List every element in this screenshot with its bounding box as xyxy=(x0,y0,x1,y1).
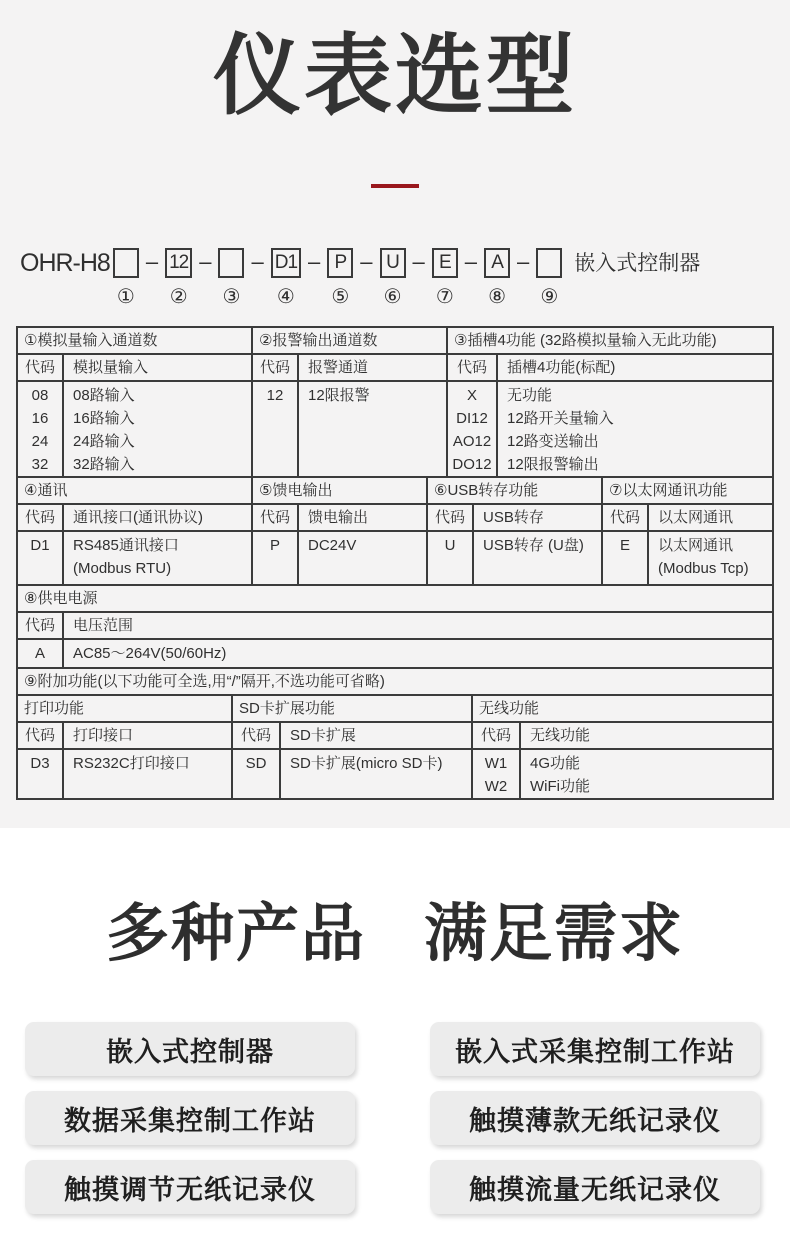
products-section xyxy=(0,828,790,1214)
desc-cell: DC24V xyxy=(308,537,357,554)
dash-separator: – xyxy=(145,249,159,274)
section-header xyxy=(473,723,772,750)
code-cell: 12 xyxy=(266,387,284,404)
desc-cell: 32路输入 xyxy=(73,456,135,473)
code-header: 代码 xyxy=(18,613,64,638)
products-heading-right: 满足需求 xyxy=(424,899,684,969)
code-box-5: P xyxy=(327,248,353,278)
code-cell: D3 xyxy=(30,755,50,772)
code-header: 代码 xyxy=(448,355,498,380)
product-button-embedded-acquisition-workstation[interactable]: 嵌入式采集控制工作站 xyxy=(430,1022,760,1076)
code-column xyxy=(18,640,64,667)
code-column xyxy=(428,532,474,584)
code-column xyxy=(18,532,64,584)
segment-number-3: ③ xyxy=(222,286,241,308)
code-cell: X xyxy=(466,387,477,404)
section-body xyxy=(448,382,772,476)
code-column xyxy=(253,382,299,476)
desc-cell: 12限报警输出 xyxy=(507,456,599,473)
code-cell: E xyxy=(619,537,630,554)
product-button-touch-flow-paperless-recorder[interactable]: 触摸流量无纸记录仪 xyxy=(430,1160,760,1214)
segment-number-2: ② xyxy=(169,286,188,308)
section-title: ③插槽4功能 (32路模拟量输入无此功能) xyxy=(448,328,772,355)
section-header xyxy=(253,355,446,382)
desc-column xyxy=(281,750,471,798)
table-band-2 xyxy=(18,476,772,584)
section-ethernet xyxy=(601,478,772,584)
segment-number-9: ⑨ xyxy=(540,286,559,308)
desc-cell: 以太网通讯 xyxy=(658,537,734,554)
desc-column xyxy=(498,382,772,476)
code-cell: W1 xyxy=(484,755,508,772)
desc-cell: 4G功能 xyxy=(530,755,581,772)
section-print-function xyxy=(18,696,231,798)
code-cell: 08 xyxy=(31,387,49,404)
code-header: 代码 xyxy=(18,505,64,530)
table-band-4 xyxy=(18,694,772,798)
code-box-3 xyxy=(218,248,244,278)
code-column xyxy=(253,532,299,584)
table-band-3 xyxy=(18,584,772,667)
code-header: 代码 xyxy=(473,723,521,748)
code-box-1 xyxy=(113,248,139,278)
desc-cell: (Modbus Tcp) xyxy=(658,560,749,577)
desc-header: 电压范围 xyxy=(73,617,134,634)
desc-cell: SD卡扩展(micro SD卡) xyxy=(290,755,443,772)
desc-column xyxy=(474,532,601,584)
desc-cell: RS232C打印接口 xyxy=(73,755,190,772)
products-heading-left: 多种产品 xyxy=(106,899,366,969)
segment-number-8: ⑧ xyxy=(488,286,506,308)
code-header: 代码 xyxy=(253,355,299,380)
section-header xyxy=(18,613,772,640)
code-header: 代码 xyxy=(428,505,474,530)
segment-number-6: ⑥ xyxy=(383,286,402,308)
section-title: ⑤馈电输出 xyxy=(253,478,426,505)
code-cell: D1 xyxy=(30,537,50,554)
desc-column xyxy=(521,750,772,798)
section-body xyxy=(18,640,772,667)
desc-header: 以太网通讯 xyxy=(658,509,734,526)
segment-number-4: ④ xyxy=(276,286,295,308)
code-column xyxy=(473,750,521,798)
code-cell: DI12 xyxy=(456,410,488,427)
desc-column xyxy=(64,382,251,476)
desc-column xyxy=(64,640,772,667)
desc-header: USB转存 xyxy=(483,509,544,526)
products-heading xyxy=(0,899,790,969)
code-header: 代码 xyxy=(18,355,64,380)
section-alarm-output xyxy=(251,328,446,476)
section-body xyxy=(253,382,446,476)
code-box-4: D1 xyxy=(271,248,301,278)
code-box-6: U xyxy=(380,248,406,278)
desc-header: 无线功能 xyxy=(530,727,591,744)
section-header xyxy=(428,505,601,532)
section-usb-transfer xyxy=(426,478,601,584)
product-button-touch-control-paperless-recorder[interactable]: 触摸调节无纸记录仪 xyxy=(25,1160,355,1214)
model-segment-3 xyxy=(218,248,244,308)
desc-column xyxy=(649,532,772,584)
section-slot4-function xyxy=(446,328,772,476)
section-body xyxy=(18,532,251,584)
product-button-touch-slim-paperless-recorder[interactable]: 触摸薄款无纸记录仪 xyxy=(430,1091,760,1145)
product-button-embedded-controller[interactable]: 嵌入式控制器 xyxy=(25,1022,355,1076)
desc-cell: 16路输入 xyxy=(73,410,135,427)
product-button-data-acquisition-workstation[interactable]: 数据采集控制工作站 xyxy=(25,1091,355,1145)
code-column xyxy=(233,750,281,798)
section-title: SD卡扩展功能 xyxy=(233,696,471,723)
code-box-8: A xyxy=(484,248,510,278)
desc-column xyxy=(299,382,446,476)
additional-functions-note: ⑨附加功能(以下功能可全选,用“/”隔开,不选功能可省略) xyxy=(18,667,772,694)
segment-number-7: ⑦ xyxy=(435,286,454,308)
model-segment-8 xyxy=(484,248,510,308)
desc-cell: 12路变送输出 xyxy=(507,433,599,450)
desc-header: 插槽4功能(标配) xyxy=(507,359,616,376)
code-column xyxy=(18,750,64,798)
desc-cell: 无功能 xyxy=(507,387,553,404)
section-body xyxy=(18,382,251,476)
section-power-supply xyxy=(18,586,772,667)
desc-cell: RS485通讯接口 xyxy=(73,537,179,554)
desc-header: 模拟量输入 xyxy=(73,359,149,376)
code-column xyxy=(603,532,649,584)
desc-column xyxy=(64,750,231,798)
code-cell: AO12 xyxy=(452,433,492,450)
section-analog-input xyxy=(18,328,251,476)
model-code-line xyxy=(20,248,790,308)
code-header: 代码 xyxy=(18,723,64,748)
section-body xyxy=(603,532,772,584)
desc-header: 馈电输出 xyxy=(308,509,369,526)
model-prefix: OHR-H8 xyxy=(20,249,110,277)
desc-header: 通讯接口(通讯协议) xyxy=(73,509,203,526)
desc-column xyxy=(299,532,426,584)
section-header xyxy=(18,355,251,382)
desc-cell: 08路输入 xyxy=(73,387,135,404)
dash-separator: – xyxy=(412,249,425,274)
desc-cell: USB转存 (U盘) xyxy=(483,537,584,554)
desc-column xyxy=(64,532,251,584)
code-cell: A xyxy=(34,645,45,662)
dash-separator: – xyxy=(251,249,264,274)
table-band-1 xyxy=(18,328,772,476)
code-column xyxy=(448,382,498,476)
product-button-grid xyxy=(25,1022,760,1214)
section-title: 打印功能 xyxy=(18,696,231,723)
code-cell: 24 xyxy=(31,433,49,450)
desc-header: 报警通道 xyxy=(308,359,369,376)
code-box-2: 12 xyxy=(165,248,192,278)
section-header xyxy=(18,505,251,532)
code-header: 代码 xyxy=(233,723,281,748)
model-suffix: 嵌入式控制器 xyxy=(574,252,701,275)
dash-separator: – xyxy=(199,249,212,274)
segment-number-1: ① xyxy=(116,286,135,308)
code-box-9 xyxy=(536,248,562,278)
section-header xyxy=(448,355,772,382)
code-box-7: E xyxy=(432,248,458,278)
desc-cell: AC85～264V(50/60Hz) xyxy=(73,645,227,662)
section-wireless xyxy=(471,696,772,798)
dash-separator: – xyxy=(517,249,530,274)
code-header: 代码 xyxy=(603,505,649,530)
section-title: ①模拟量输入通道数 xyxy=(18,328,251,355)
section-header xyxy=(18,723,231,750)
desc-cell: 12路开关量输入 xyxy=(507,410,614,427)
model-segment-4 xyxy=(271,248,301,308)
code-cell: 32 xyxy=(31,456,49,473)
selection-table xyxy=(16,326,774,800)
section-header xyxy=(253,505,426,532)
model-segment-5 xyxy=(327,248,353,308)
section-title: ②报警输出通道数 xyxy=(253,328,446,355)
section-body xyxy=(253,532,426,584)
model-segment-6 xyxy=(380,248,406,308)
code-header: 代码 xyxy=(253,505,299,530)
page-title: 仪表选型 xyxy=(212,26,577,125)
model-segment-9 xyxy=(536,248,562,308)
section-header xyxy=(233,723,471,750)
code-cell: 16 xyxy=(31,410,49,427)
code-cell: P xyxy=(269,537,280,554)
section-title: ④通讯 xyxy=(18,478,251,505)
segment-number-5: ⑤ xyxy=(331,286,350,308)
desc-cell: (Modbus RTU) xyxy=(73,560,172,577)
desc-cell: 24路输入 xyxy=(73,433,135,450)
code-column xyxy=(18,382,64,476)
code-cell: W2 xyxy=(484,778,508,795)
section-sd-card xyxy=(231,696,471,798)
model-segment-7 xyxy=(432,248,458,308)
code-cell: DO12 xyxy=(452,456,492,473)
section-title: 无线功能 xyxy=(473,696,772,723)
desc-cell: WiFi功能 xyxy=(530,778,590,795)
dash-separator: – xyxy=(360,249,373,274)
section-body xyxy=(233,750,471,798)
model-segment-1 xyxy=(113,248,139,308)
desc-header: SD卡扩展 xyxy=(290,727,356,744)
desc-cell: 12限报警 xyxy=(308,387,370,404)
section-body xyxy=(428,532,601,584)
section-power-feed-output xyxy=(251,478,426,584)
section-body xyxy=(18,750,231,798)
section-title: ⑧供电电源 xyxy=(18,586,772,613)
dash-separator: – xyxy=(308,249,321,274)
code-cell: SD xyxy=(245,755,267,772)
section-title: ⑦以太网通讯功能 xyxy=(603,478,772,505)
desc-header: 打印接口 xyxy=(73,727,134,744)
dash-separator: – xyxy=(464,249,478,274)
title-accent-dash xyxy=(371,184,419,188)
model-segment-2 xyxy=(165,248,192,308)
section-title: ⑥USB转存功能 xyxy=(428,478,601,505)
section-communication xyxy=(18,478,251,584)
section-body xyxy=(473,750,772,798)
section-header xyxy=(603,505,772,532)
code-cell: U xyxy=(444,537,456,554)
